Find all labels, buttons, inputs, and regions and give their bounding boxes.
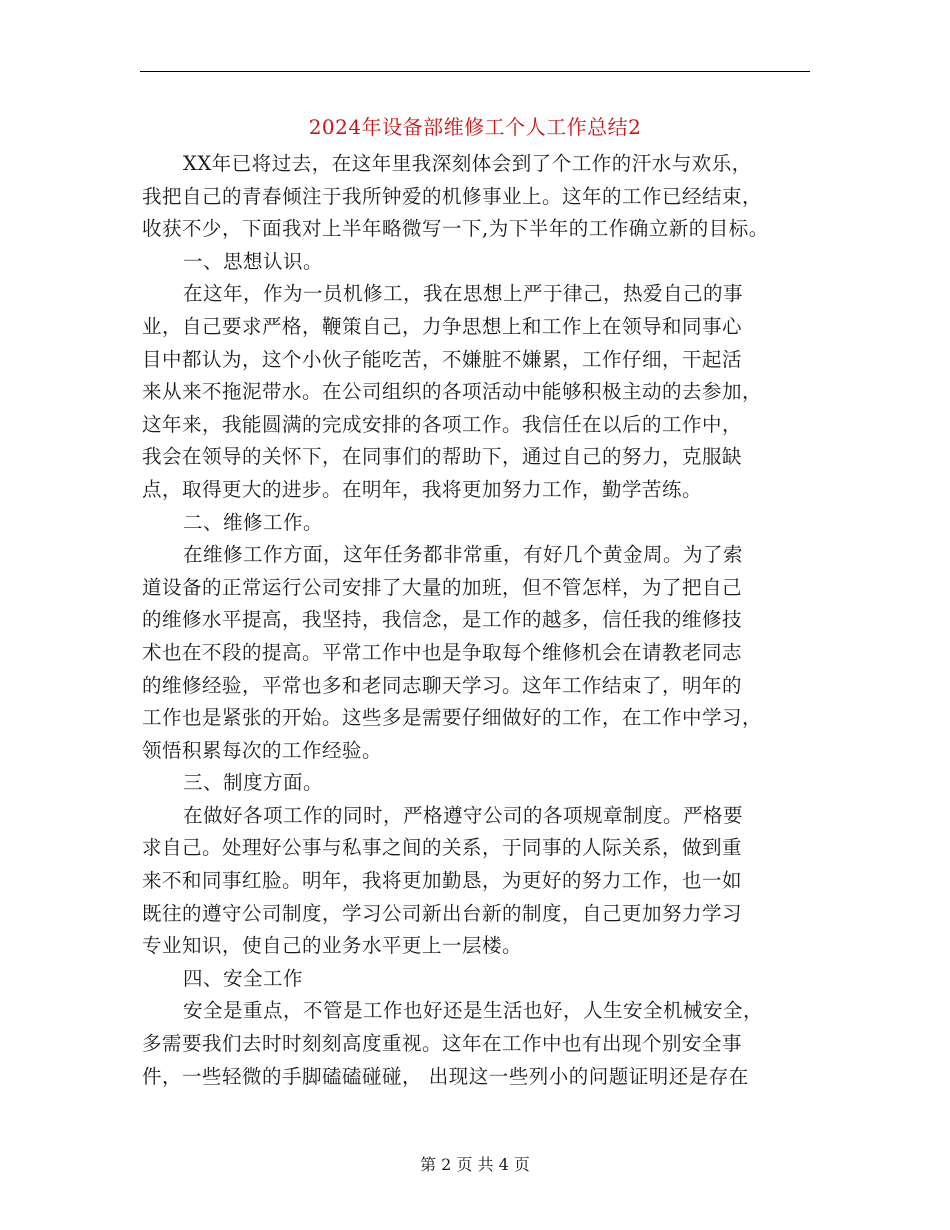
body-line: 多需要我们去时时刻刻高度重视。这年在工作中也有出现个别安全事 [142, 1032, 743, 1056]
body-line: 点，取得更大的进步。在明年，我将更加努力工作，勤学苦练。 [142, 477, 703, 501]
body-line: 既往的遵守公司制度，学习公司新出台新的制度，自己更加努力学习 [142, 901, 743, 925]
body-line: 的维修经验，平常也多和老同志聊天学习。这年工作结束了，明年的 [142, 673, 743, 697]
body-line: 道设备的正常运行公司安排了大量的加班，但不管怎样，为了把自己 [142, 575, 743, 599]
body-line: 领悟积累每次的工作经验。 [142, 738, 383, 762]
body-line: 我把自己的青春倾注于我所钟爱的机修事业上。这年的工作已经结束， [142, 184, 763, 208]
body-line: 的维修水平提高，我坚持，我信念，是工作的越多，信任我的维修技 [142, 608, 743, 632]
header-rule [140, 71, 810, 72]
document-body [142, 148, 812, 1093]
body-line: 这年来，我能圆满的完成安排的各项工作。我信任在以后的工作中， [142, 412, 743, 436]
body-line: 三、制度方面。 [183, 771, 324, 795]
body-line: 安全是重点，不管是工作也好还是生活也好，人生安全机械安全， [183, 999, 764, 1023]
body-line: 来从来不拖泥带水。在公司组织的各项活动中能够积极主动的去参加， [142, 380, 763, 404]
body-line: 收获不少，下面我对上半年略微写一下,为下半年的工作确立新的目标。 [142, 217, 769, 241]
body-line: 一、思想认识。 [183, 249, 324, 273]
body-line: 专业知识，使自己的业务水平更上一层楼。 [142, 934, 523, 958]
body-line: 在维修工作方面，这年任务都非常重，有好几个黄金周。为了索 [183, 543, 744, 567]
body-line: 业，自己要求严格，鞭策自己，力争思想上和工作上在领导和同事心 [142, 314, 743, 338]
body-line: 目中都认为，这个小伙子能吃苦，不嫌脏不嫌累，工作仔细，干起活 [142, 347, 743, 371]
body-line: 在做好各项工作的同时，严格遵守公司的各项规章制度。严格要 [183, 803, 744, 827]
body-line: 工作也是紧张的开始。这些多是需要仔细做好的工作，在工作中学习， [142, 706, 763, 730]
body-line: 我会在领导的关怀下，在同事们的帮助下，通过自己的努力，克服缺 [142, 445, 743, 469]
body-line: 四、安全工作 [183, 966, 304, 990]
body-line: 术也在不段的提高。平常工作中也是争取每个维修机会在请教老同志 [142, 640, 743, 664]
body-line: 件，一些轻微的手脚磕磕碰碰， 出现这一些列小的问题证明还是存在 [142, 1064, 749, 1088]
document-title: 2024年设备部维修工个人工作总结2 [308, 115, 642, 139]
body-line: 二、维修工作。 [183, 510, 324, 534]
body-line: 来不和同事红脸。明年，我将更加勤恳，为更好的努力工作，也一如 [142, 869, 743, 893]
body-line: 求自己。处理好公事与私事之间的关系，于同事的人际关系，做到重 [142, 836, 743, 860]
page-number-footer: 第 2 页 共 4 页 [420, 1155, 530, 1174]
body-line: 在这年，作为一员机修工，我在思想上严于律己，热爱自己的事 [183, 282, 744, 306]
body-line: XX年已将过去，在这年里我深刻体会到了个工作的汗水与欢乐， [183, 152, 752, 175]
